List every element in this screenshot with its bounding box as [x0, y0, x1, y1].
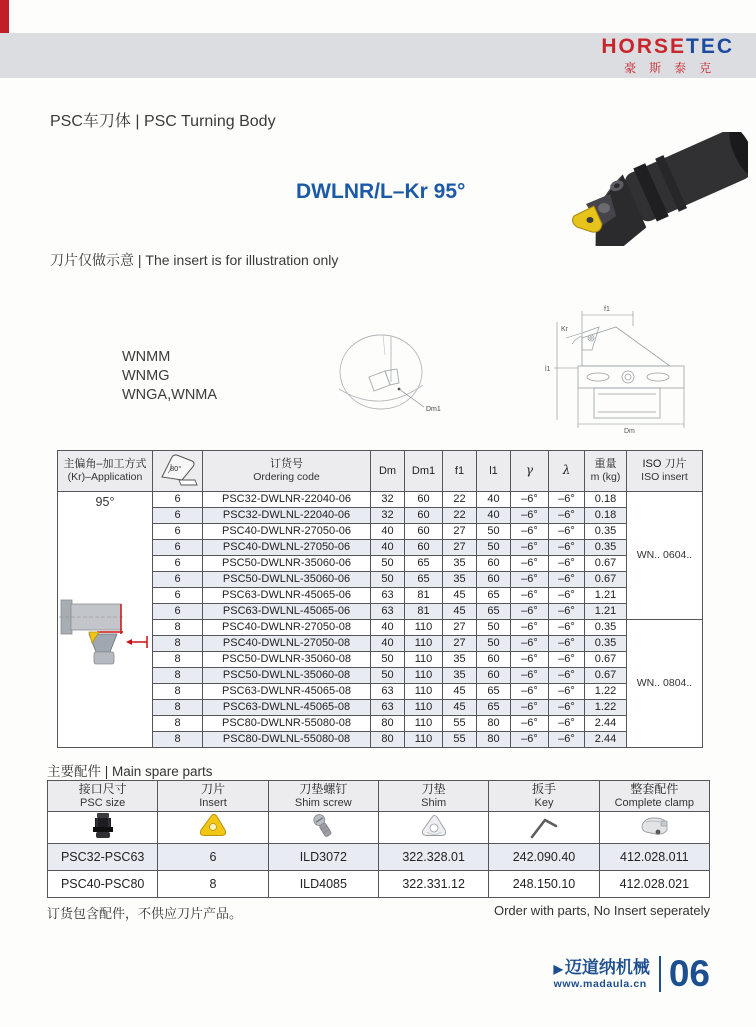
table-row: [58, 732, 703, 748]
shim-screw-icon: [268, 812, 378, 844]
triangle-icon: ▶: [553, 961, 563, 976]
cell-lambda: –6°: [549, 684, 585, 700]
cell-code: PSC40-DWLNL-27050-06: [203, 540, 371, 556]
cell-lambda: –6°: [549, 604, 585, 620]
cell-f1: 55: [443, 716, 477, 732]
table-row: [58, 636, 703, 652]
tool-holder-photo-icon: [552, 132, 748, 246]
cell-pin: 6: [153, 572, 203, 588]
cell-l1: 80: [477, 732, 511, 748]
table-row: [58, 668, 703, 684]
cell-dm: 63: [371, 700, 405, 716]
cell-f1: 45: [443, 604, 477, 620]
cell-gamma: –6°: [511, 732, 549, 748]
spare-row: [48, 844, 710, 871]
cell-dm1: 65: [405, 556, 443, 572]
cell-dm1: 110: [405, 636, 443, 652]
cell-dm: 63: [371, 588, 405, 604]
col-shim: 刀垫 Shim: [378, 781, 488, 812]
cell-dm1: 60: [405, 508, 443, 524]
product-heading: DWLNR/L–Kr 95°: [296, 180, 466, 203]
cell-gamma: –6°: [511, 684, 549, 700]
table-row: [58, 716, 703, 732]
main-table-body: [58, 492, 703, 748]
cell-dm: 63: [371, 684, 405, 700]
cell-l1: 60: [477, 572, 511, 588]
spare-parts-title: 主要配件 | Main spare parts: [47, 764, 213, 779]
cell-pin: 6: [153, 524, 203, 540]
cell-m: 0.35: [585, 540, 627, 556]
footer-brand-block: [554, 959, 650, 990]
cell-lambda: –6°: [549, 540, 585, 556]
shim-icon: [378, 812, 488, 844]
cell-l1: 40: [477, 508, 511, 524]
cell-code: PSC63-DWLNL-45065-06: [203, 604, 371, 620]
cell-lambda: –6°: [549, 588, 585, 604]
cell-dm1: 110: [405, 700, 443, 716]
table-row: [58, 652, 703, 668]
spare-cell: 248.150.10: [489, 871, 599, 898]
col-f1: f1: [443, 451, 477, 492]
cell-dm: 40: [371, 524, 405, 540]
cell-dm: 50: [371, 652, 405, 668]
table-row: [58, 540, 703, 556]
cell-dm1: 110: [405, 652, 443, 668]
cell-code: PSC40-DWLNL-27050-08: [203, 636, 371, 652]
cell-code: PSC32-DWLNL-22040-06: [203, 508, 371, 524]
table-header-row: [58, 451, 703, 492]
cell-l1: 60: [477, 556, 511, 572]
dm1-label: Dm1: [426, 406, 441, 413]
brand-en-blue: TEC: [686, 35, 734, 58]
cell-m: 0.35: [585, 524, 627, 540]
table-row: [58, 508, 703, 524]
cell-dm1: 81: [405, 588, 443, 604]
table-row: [58, 492, 703, 508]
cell-f1: 45: [443, 700, 477, 716]
spare-table-body: [48, 812, 710, 898]
spare-icon-row: [48, 812, 710, 844]
cell-gamma: –6°: [511, 556, 549, 572]
cell-code: PSC63-DWLNR-45065-08: [203, 684, 371, 700]
cell-gamma: –6°: [511, 668, 549, 684]
order-note-en: Order with parts, No Insert seperately: [493, 903, 710, 918]
table-row: [58, 604, 703, 620]
spare-cell: 8: [158, 871, 268, 898]
cell-gamma: –6°: [511, 540, 549, 556]
cell-l1: 50: [477, 540, 511, 556]
cell-m: 0.35: [585, 620, 627, 636]
cell-code: PSC50-DWLNR-35060-06: [203, 556, 371, 572]
cell-pin: 6: [153, 556, 203, 572]
dm-dim-label: Dm: [624, 428, 635, 434]
insert-illustration-note: 刀片仅做示意 | The insert is for illustration only: [50, 252, 339, 268]
insert-type: WNMM: [122, 349, 171, 365]
spare-cell: ILD4085: [268, 871, 378, 898]
cell-lambda: –6°: [549, 492, 585, 508]
cell-f1: 45: [443, 684, 477, 700]
spare-cell: 412.028.011: [599, 844, 709, 871]
cell-dm1: 65: [405, 572, 443, 588]
cell-f1: 55: [443, 732, 477, 748]
cell-m: 2.44: [585, 716, 627, 732]
cell-gamma: –6°: [511, 716, 549, 732]
application-angle: 95°: [95, 495, 115, 509]
cell-code: PSC50-DWLNL-35060-08: [203, 668, 371, 684]
col-psc-size: 接口尺寸 PSC size: [48, 781, 158, 812]
f1-dim-label: f1: [604, 306, 610, 313]
cell-m: 2.44: [585, 732, 627, 748]
cell-lambda: –6°: [549, 700, 585, 716]
col-l1: l1: [477, 451, 511, 492]
cell-pin: 8: [153, 684, 203, 700]
cell-gamma: –6°: [511, 620, 549, 636]
cell-code: PSC63-DWLNR-45065-06: [203, 588, 371, 604]
insert-type: WNMG: [122, 368, 170, 384]
cell-code: PSC50-DWLNL-35060-06: [203, 572, 371, 588]
cell-lambda: –6°: [549, 508, 585, 524]
cell-l1: 80: [477, 716, 511, 732]
cell-code: PSC40-DWLNR-27050-08: [203, 620, 371, 636]
cell-l1: 50: [477, 524, 511, 540]
cell-lambda: –6°: [549, 668, 585, 684]
cell-gamma: –6°: [511, 588, 549, 604]
cell-gamma: –6°: [511, 700, 549, 716]
cell-dm: 63: [371, 604, 405, 620]
cell-dm: 40: [371, 620, 405, 636]
cell-dm1: 60: [405, 524, 443, 540]
cell-gamma: –6°: [511, 636, 549, 652]
order-note-cn: 订货包含配件，不供应刀片产品。: [47, 906, 243, 921]
cell-dm: 32: [371, 508, 405, 524]
page-title: PSC车刀体 | PSC Turning Body: [50, 113, 276, 130]
cell-pin: 8: [153, 732, 203, 748]
cell-f1: 35: [443, 668, 477, 684]
cell-gamma: –6°: [511, 652, 549, 668]
spare-cell: 6: [158, 844, 268, 871]
col-insert: 刀片 Insert: [158, 781, 268, 812]
cell-f1: 27: [443, 636, 477, 652]
cell-f1: 35: [443, 572, 477, 588]
cell-f1: 22: [443, 508, 477, 524]
cell-dm: 40: [371, 540, 405, 556]
cell-f1: 35: [443, 556, 477, 572]
iso-insert-cell: WN.. 0804..: [627, 620, 703, 748]
cell-dm: 50: [371, 572, 405, 588]
l1-dim-label: l1: [545, 366, 551, 373]
cell-gamma: –6°: [511, 604, 549, 620]
insert-type-list: [122, 348, 217, 405]
cell-pin: 8: [153, 668, 203, 684]
spare-cell: PSC40-PSC80: [48, 871, 158, 898]
col-dm1: Dm1: [405, 451, 443, 492]
insert-icon: [158, 812, 268, 844]
cell-m: 0.67: [585, 652, 627, 668]
table-row: [58, 556, 703, 572]
spare-row: [48, 871, 710, 898]
page-number: 06: [668, 953, 710, 994]
cell-lambda: –6°: [549, 652, 585, 668]
cell-lambda: –6°: [549, 636, 585, 652]
cell-l1: 60: [477, 668, 511, 684]
product-photo: [552, 132, 748, 251]
page-footer: [553, 953, 710, 994]
cell-m: 0.18: [585, 508, 627, 524]
cell-pin: 8: [153, 620, 203, 636]
cell-pin: 6: [153, 540, 203, 556]
spare-cell: 412.028.021: [599, 871, 709, 898]
cell-l1: 65: [477, 588, 511, 604]
footer-url: www.madaula.cn: [553, 977, 647, 990]
cell-l1: 60: [477, 652, 511, 668]
cell-f1: 27: [443, 620, 477, 636]
spare-parts-table: [47, 780, 710, 898]
cell-lambda: –6°: [549, 556, 585, 572]
cell-pin: 6: [153, 588, 203, 604]
cell-l1: 50: [477, 620, 511, 636]
ordering-table: [57, 450, 703, 748]
kr-dim-label: Kr: [561, 326, 568, 333]
cell-lambda: –6°: [549, 620, 585, 636]
cell-dm1: 110: [405, 716, 443, 732]
cell-code: PSC80-DWLNR-55080-08: [203, 716, 371, 732]
cell-m: 0.67: [585, 556, 627, 572]
cell-dm1: 110: [405, 684, 443, 700]
insert-angle-label: 80°: [169, 464, 181, 473]
col-weight: 重量 m (kg): [585, 451, 627, 492]
dimension-drawing: [536, 298, 722, 439]
table-row: [58, 620, 703, 636]
cell-gamma: –6°: [511, 508, 549, 524]
footer-brand-name: ▶ 迈道纳机械: [553, 957, 650, 977]
cell-l1: 65: [477, 684, 511, 700]
cell-dm1: 110: [405, 668, 443, 684]
col-ordering-code: 订货号 Ordering code: [203, 451, 371, 492]
col-gamma: γ: [511, 451, 549, 492]
cell-dm: 50: [371, 668, 405, 684]
cell-pin: 8: [153, 652, 203, 668]
cell-f1: 22: [443, 492, 477, 508]
cell-m: 1.22: [585, 700, 627, 716]
cell-dm1: 60: [405, 492, 443, 508]
psc-size-icon: [48, 812, 158, 844]
cell-dm: 50: [371, 556, 405, 572]
iso-insert-cell: WN.. 0604..: [627, 492, 703, 620]
table-row: [58, 700, 703, 716]
brand-en-red: HORSE: [601, 35, 686, 58]
complete-clamp-icon: [599, 812, 709, 844]
key-icon: [489, 812, 599, 844]
insert-type: WNGA,WNMA: [122, 387, 218, 403]
cell-m: 0.67: [585, 668, 627, 684]
cell-dm1: 110: [405, 732, 443, 748]
table-row: [58, 524, 703, 540]
cell-lambda: –6°: [549, 716, 585, 732]
cell-m: 1.21: [585, 604, 627, 620]
table-row: [58, 572, 703, 588]
cell-pin: 8: [153, 636, 203, 652]
insert-shape-80deg-icon: [155, 451, 201, 487]
spare-cell: 242.090.40: [489, 844, 599, 871]
brand-logo: [601, 37, 734, 76]
footer-divider: [659, 956, 661, 992]
col-shim-screw: 刀垫螺钉 Shim screw: [268, 781, 378, 812]
cell-m: 0.67: [585, 572, 627, 588]
cell-m: 1.21: [585, 588, 627, 604]
cell-gamma: –6°: [511, 492, 549, 508]
cell-dm1: 81: [405, 604, 443, 620]
cell-f1: 35: [443, 652, 477, 668]
col-lambda: λ: [549, 451, 585, 492]
application-machining-icon: [59, 588, 152, 666]
cell-lambda: –6°: [549, 572, 585, 588]
insert-detail-drawing: [327, 327, 447, 436]
cell-lambda: –6°: [549, 524, 585, 540]
cell-dm: 40: [371, 636, 405, 652]
spare-cell: PSC32-PSC63: [48, 844, 158, 871]
cell-pin: 6: [153, 604, 203, 620]
table-row: [58, 684, 703, 700]
cell-f1: 27: [443, 524, 477, 540]
cell-m: 0.18: [585, 492, 627, 508]
cell-pin: 8: [153, 700, 203, 716]
cell-dm1: 110: [405, 620, 443, 636]
col-complete-clamp: 整套配件 Complete clamp: [599, 781, 709, 812]
cell-code: PSC63-DWLNL-45065-08: [203, 700, 371, 716]
col-key: 扳手 Key: [489, 781, 599, 812]
spare-cell: ILD3072: [268, 844, 378, 871]
cell-lambda: –6°: [549, 732, 585, 748]
cell-pin: 6: [153, 492, 203, 508]
cell-code: PSC32-DWLNR-22040-06: [203, 492, 371, 508]
spare-header-row: [48, 781, 710, 812]
cell-pin: 6: [153, 508, 203, 524]
col-iso-insert: ISO 刀片 ISO insert: [627, 451, 703, 492]
cell-l1: 65: [477, 604, 511, 620]
cell-l1: 40: [477, 492, 511, 508]
brand-logo-cn: 豪斯泰克: [624, 61, 725, 75]
cell-dm: 80: [371, 732, 405, 748]
application-cell: [58, 492, 153, 748]
cell-m: 0.35: [585, 636, 627, 652]
cell-pin: 8: [153, 716, 203, 732]
cell-code: PSC50-DWLNR-35060-08: [203, 652, 371, 668]
cell-code: PSC80-DWLNL-55080-08: [203, 732, 371, 748]
cell-dm: 80: [371, 716, 405, 732]
cell-dm: 32: [371, 492, 405, 508]
cell-code: PSC40-DWLNR-27050-06: [203, 524, 371, 540]
cell-gamma: –6°: [511, 524, 549, 540]
cell-f1: 27: [443, 540, 477, 556]
brand-logo-en: [601, 37, 734, 57]
col-insert-shape: [153, 451, 203, 492]
spare-cell: 322.331.12: [378, 871, 488, 898]
table-row: [58, 588, 703, 604]
cell-m: 1.22: [585, 684, 627, 700]
cell-dm1: 60: [405, 540, 443, 556]
spare-cell: 322.328.01: [378, 844, 488, 871]
col-dm: Dm: [371, 451, 405, 492]
cell-f1: 45: [443, 588, 477, 604]
cell-l1: 50: [477, 636, 511, 652]
col-application: 主偏角–加工方式 (Kr)–Application: [58, 451, 153, 492]
cell-gamma: –6°: [511, 572, 549, 588]
cell-l1: 65: [477, 700, 511, 716]
